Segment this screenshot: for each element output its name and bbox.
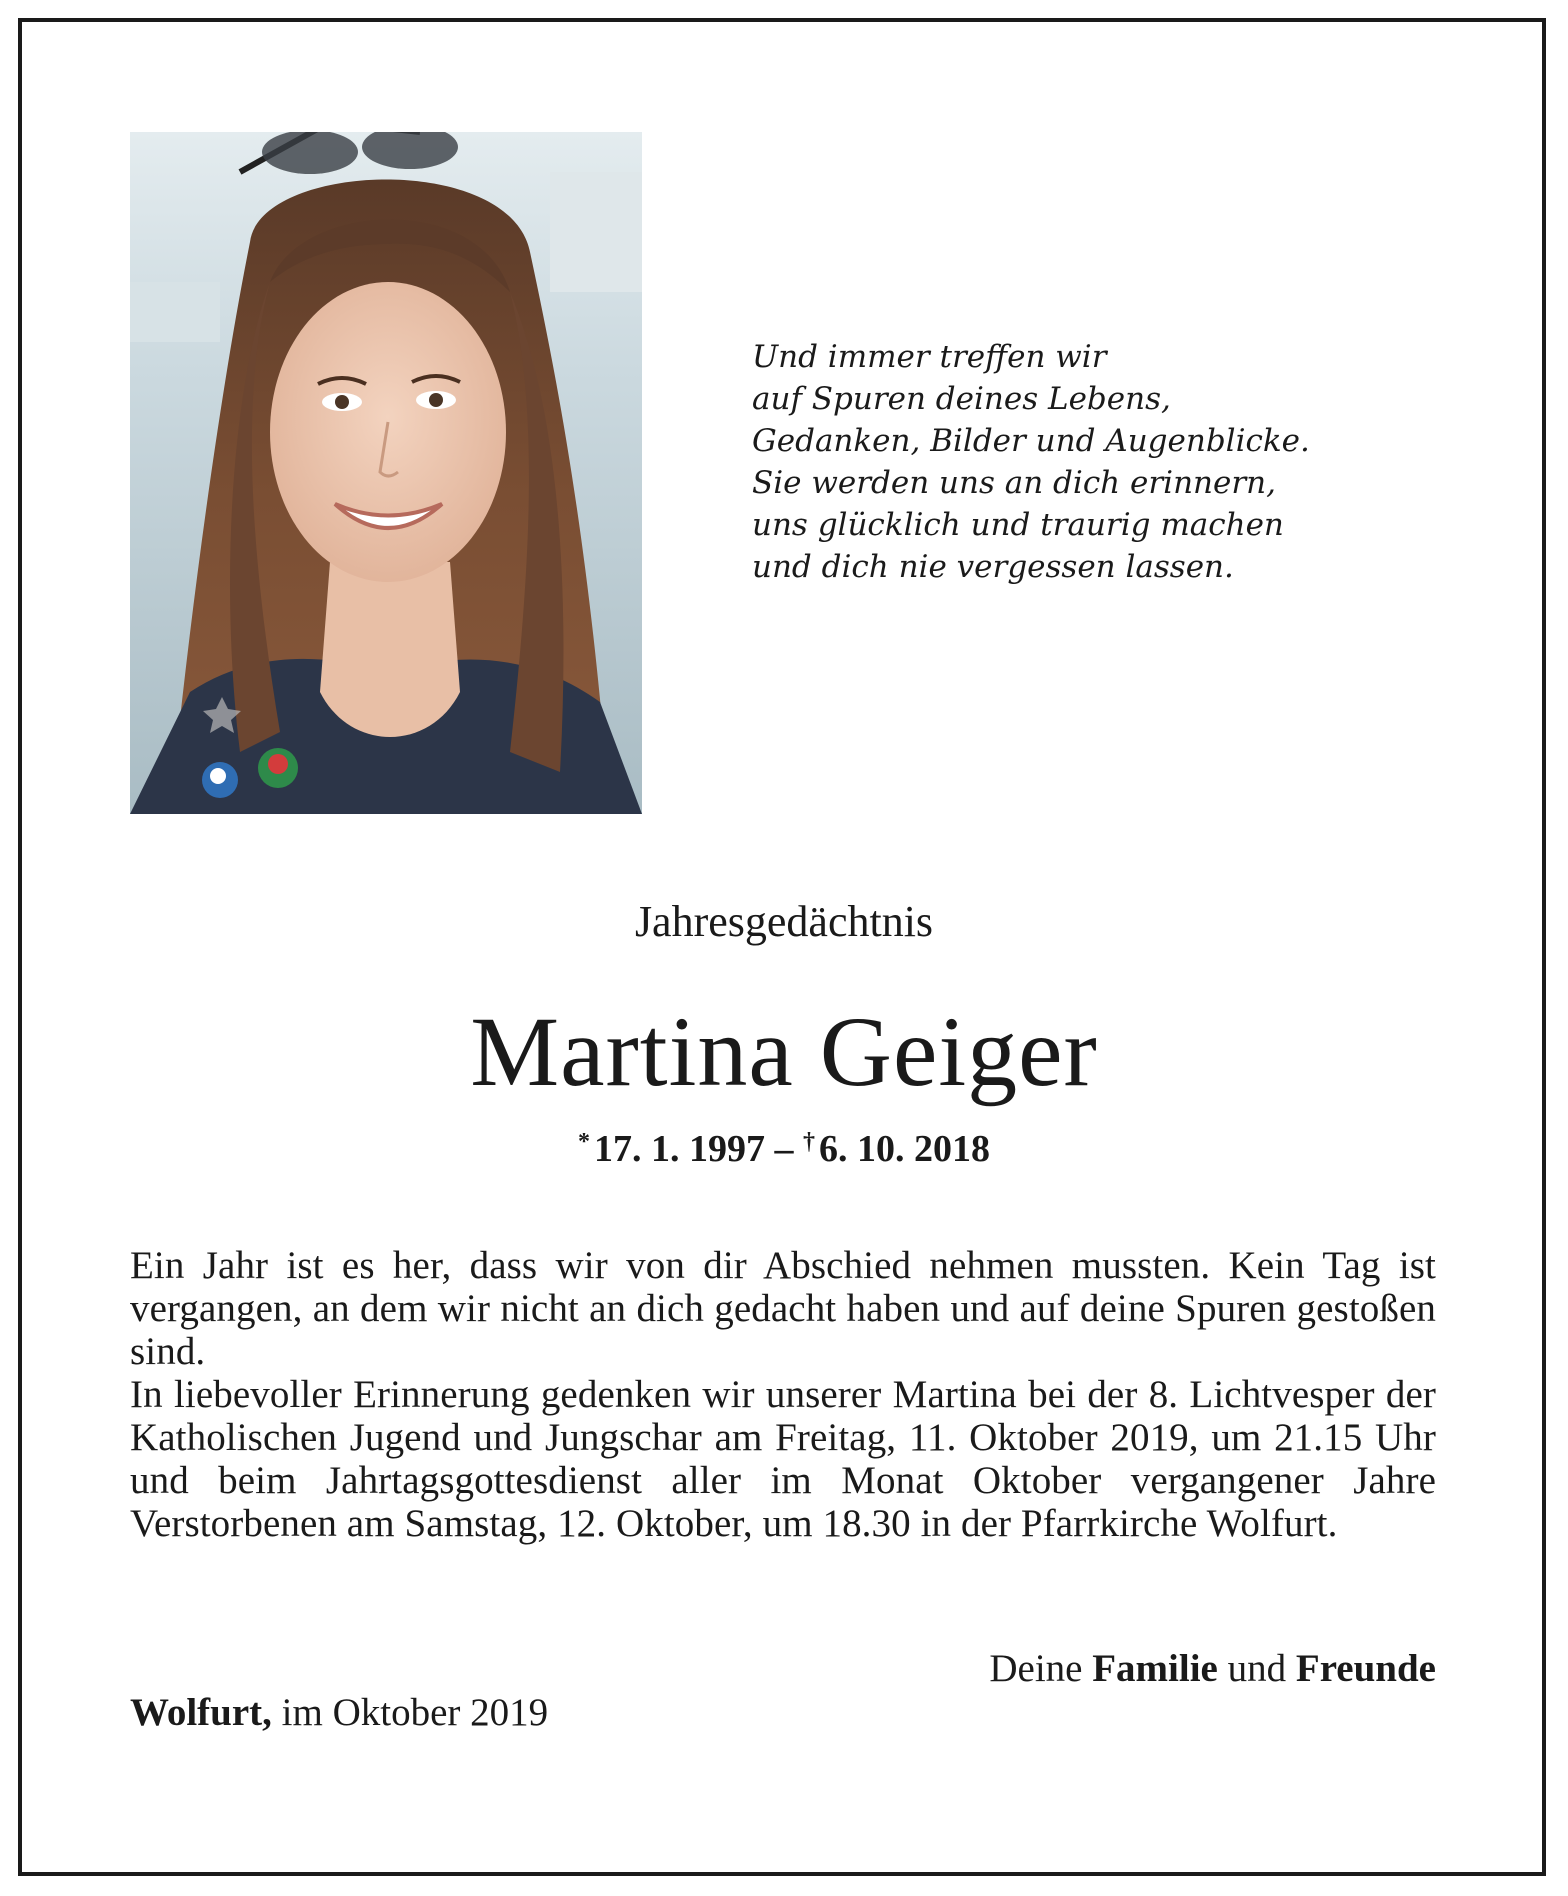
life-dates (0, 1118, 1568, 1173)
signoff-friends: Freunde (1295, 1647, 1436, 1690)
place-date (130, 1690, 548, 1736)
signoff-middle: und (1217, 1647, 1296, 1690)
poem-line: Sie werden uns an dich erinnern, (752, 465, 1276, 501)
signoff (989, 1646, 1436, 1692)
poem (752, 336, 1472, 588)
poem-line: und dich nie vergessen lassen. (752, 549, 1234, 585)
poem-line: Gedanken, Bilder und Augenblicke. (752, 423, 1310, 459)
portrait-photo (130, 132, 642, 814)
death-symbol: † (803, 1129, 815, 1155)
date: im Oktober 2019 (271, 1691, 549, 1734)
place: Wolfurt, (130, 1691, 272, 1734)
poem-line: auf Spuren deines Lebens, (752, 381, 1171, 417)
body-text (130, 1244, 1436, 1545)
memorial-subtitle: Jahresgedächtnis (634, 897, 934, 946)
birth-date: 17. 1. 1997 (594, 1128, 765, 1170)
body-paragraph: In liebevoller Erinnerung gedenken wir unserer Martina bei der 8. Lichtvesper der Katholischen Jugend und Jungschar am Freitag, 11. Oktober 2019, um 21.15 Uhr und beim Jahrtagsgottesdienst aller im Monat Oktober vergangener Jahre Verstorbenen am Samstag, 12. Oktober, um 18.30 in der Pfarrkirche Wolfurt. (130, 1373, 1436, 1545)
poem-line: uns glücklich und traurig machen (752, 507, 1284, 543)
signoff-family: Familie (1092, 1647, 1218, 1690)
birth-symbol: * (578, 1129, 590, 1155)
poem-line: Und immer treffen wir (752, 339, 1107, 375)
deceased-name: Martina Geiger (470, 996, 1098, 1107)
body-paragraph: Ein Jahr ist es her, dass wir von dir Abschied nehmen mussten. Kein Tag ist vergangen, an dem wir nicht an dich gedacht haben und auf deine Spuren gestoßen sind. (130, 1244, 1436, 1373)
death-date: 6. 10. 2018 (819, 1128, 990, 1170)
signoff-prefix: Deine (989, 1647, 1093, 1690)
date-separator: – (765, 1128, 803, 1170)
